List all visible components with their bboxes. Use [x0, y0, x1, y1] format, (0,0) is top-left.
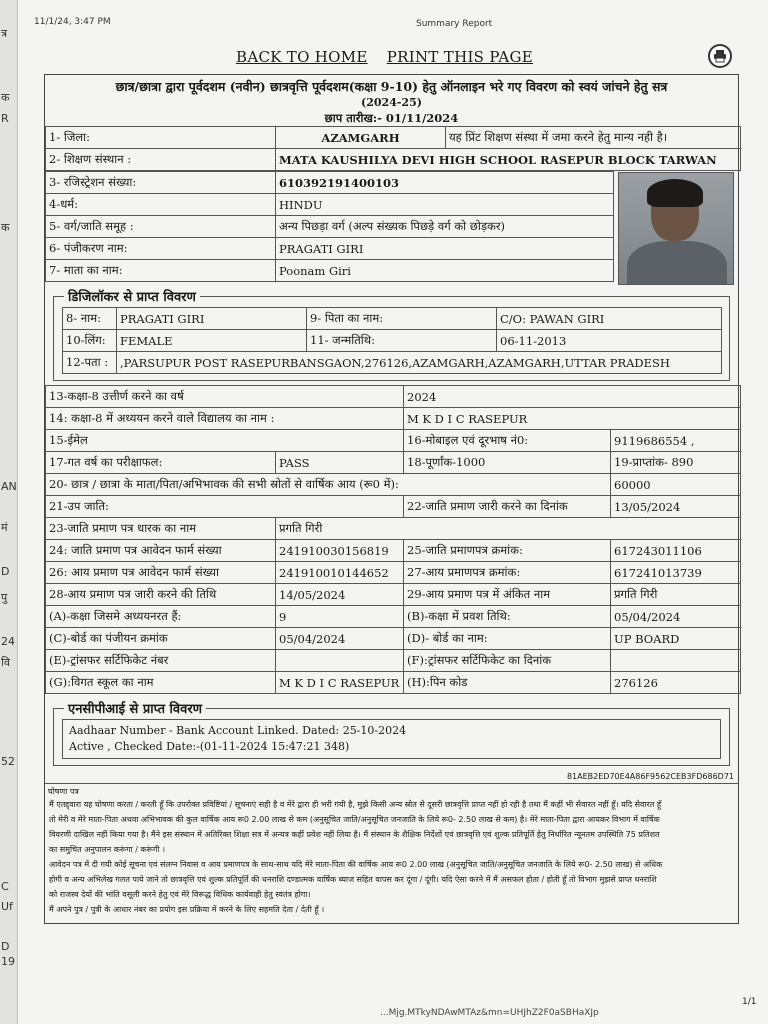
- table-row: [46, 584, 741, 606]
- father-label: 9- पिता का नाम:: [307, 308, 497, 330]
- r22-label: 22-जाति प्रमाण जारी करने का दिनांक: [404, 496, 611, 518]
- r17-label: 17-गत वर्ष का परीक्षाफल:: [46, 452, 276, 474]
- r16-value: 9119686554 ,: [611, 430, 741, 452]
- category-value: अन्य पिछड़ा वर्ग (अल्प संख्यक पिछड़े वर्ग को छोड़कर): [276, 216, 614, 238]
- declaration-line: विवरणी दाखिल नहीं किया गया है। मैंने इस संस्थान में अतिरिक्त शिक्षा सत्र में अन्यत्र कहीं प्रवेश नहीं लिया है। मैं संस्थान के शैक्षिक निर्देशों एवं छात्रवृत्ति एवं शुल्क प्रतिपूर्ति हेतु निर्धारित न्यूनतम उपस्थिति 75 प्रतिशत: [49, 830, 660, 839]
- reg-label: 3- रजिस्ट्रेशन संख्या:: [46, 172, 276, 194]
- declaration-text: [45, 797, 738, 917]
- religion-label: 4-धर्म:: [46, 194, 276, 216]
- rc-value: 05/04/2024: [276, 628, 404, 650]
- form-title: छात्र/छात्रा द्वारा पूर्वदशम (नवीन) छात्रवृत्ति पूर्वदशम(कक्षा 9-10) हेतु ऑनलाइन भरे गए विवरण को स्वयं जांचने हेतु सत्र: [115, 79, 668, 94]
- form-session: (2024-25): [361, 96, 422, 109]
- table-row: [46, 562, 741, 584]
- name-value: PRAGATI GIRI: [117, 308, 307, 330]
- npci-title: एनसीपीआई से प्राप्त विवरण: [64, 699, 206, 717]
- declaration-line: होगी व अन्य अभिलेख गलत पाये जाने तो छात्रवृत्ति एवं शुल्क प्रतिपूर्ति की धनराशि दण्डात्मक वार्षिक ब्याज सहित वापस कर दूंगा / दूंगी। यदि ऐसा करने में मैं असफल होता / होती हूँ तो विभाग मुझसे प्राप्त धनराशि: [49, 875, 657, 884]
- category-label: 5- वर्ग/जाति समूह :: [46, 216, 276, 238]
- r16-label: 16-मोबाइल एवं दूरभाष नं0:: [404, 430, 611, 452]
- institution-label: 2- शिक्षण संस्थान :: [46, 149, 276, 171]
- table-row: [46, 606, 741, 628]
- digilocker-table: [62, 307, 722, 374]
- r25-value: 617243011106: [611, 540, 741, 562]
- r26-label: 26: आय प्रमाण पत्र आवेदन फार्म संख्या: [46, 562, 276, 584]
- declaration-line: को राजस्व देयों की भांति वसूली करने हेतु एवं मेरे विरूद्ध विधिक कार्यवाही हेतु स्वतंत्र होगा।: [49, 890, 311, 899]
- declaration-line: तो मेरी व मेरे माता-पिता अथवा अभिभावक की कुल वार्षिक आय रू0 2.00 लाख से कम (अनुसूचित जाति/अनुसूचित जनजाति के लिये रू0- 2.50 लाख से कम) है। मेरे माता-पिता द्वारा आयकर विभाग में वार्षिक: [49, 815, 660, 824]
- academic-details-table: [45, 385, 741, 694]
- rb-label: (B)-कक्षा में प्रवश तिथि:: [404, 606, 611, 628]
- mother-label: 7- माता का नाम:: [46, 260, 276, 282]
- religion-value: HINDU: [276, 194, 614, 216]
- r23-label: 23-जाति प्रमाण पत्र धारक का नाम: [46, 518, 276, 540]
- father-value: C/O: PAWAN GIRI: [497, 308, 722, 330]
- r23-value: प्रगति गिरी: [276, 518, 741, 540]
- print-page-link[interactable]: PRINT THIS PAGE: [386, 48, 533, 66]
- rh-label: (H):पिन कोड: [404, 672, 611, 694]
- name-label: 8- नाम:: [63, 308, 117, 330]
- mother-value: Poonam Giri: [276, 260, 614, 282]
- r22-value: 13/05/2024: [611, 496, 741, 518]
- top-links: [236, 48, 547, 66]
- digilocker-section: [53, 290, 730, 381]
- r15-label: 15-ईमेल: [46, 430, 404, 452]
- table-row: [46, 672, 741, 694]
- regname-label: 6- पंजीकरण नाम:: [46, 238, 276, 260]
- rf-label: (F):ट्रांसफर सर्टिफिकेट का दिनांक: [404, 650, 611, 672]
- npci-line2: Active , Checked Date:-(01-11-2024 15:47:21 348): [69, 740, 350, 753]
- table-row: [46, 194, 614, 216]
- address-label: 12-पता :: [63, 352, 117, 374]
- dob-label: 11- जन्मतिथि:: [307, 330, 497, 352]
- ra-label: (A)-कक्षा जिसमे अध्ययनरत हैं:: [46, 606, 276, 628]
- declaration-heading: घोषणा पत्र: [48, 787, 79, 796]
- r21-label: 21-उप जाति:: [46, 496, 404, 518]
- printer-icon[interactable]: [708, 44, 732, 68]
- declaration-line: मैं अपने पुत्र / पुत्री के आधार नंबर का प्रयोग इस प्रक्रिया में करने के लिए सहमति देता / देती हूँ ।: [49, 905, 325, 914]
- table-row: [46, 496, 741, 518]
- table-row: [63, 308, 722, 330]
- r28-label: 28-आय प्रमाण पत्र जारी करने की तिथि: [46, 584, 276, 606]
- declaration-line: का समुचित अनुपालन करूंगा / करूंगी ।: [49, 845, 166, 854]
- rd-value: UP BOARD: [611, 628, 741, 650]
- r25-label: 25-जाति प्रमाणपत्र क्रमांक:: [404, 540, 611, 562]
- r19-label: 19-प्राप्तांक- 890: [611, 452, 741, 474]
- table-row: [46, 650, 741, 672]
- table-row: [63, 352, 722, 374]
- table-row: [46, 540, 741, 562]
- back-to-home-link[interactable]: BACK TO HOME: [236, 48, 368, 66]
- r24-value: 241910030156819: [276, 540, 404, 562]
- table-row: [46, 518, 741, 540]
- declaration-line: मैं एतद्द्वारा यह घोषणा करता / करती हूँ कि उपरोक्त प्रविष्टियां / सूचनाएं सही है व मेरे द्वारा ही भरी गयी है, मुझे किसी अन्य स्रोत से दूसरी छात्रवृत्ति प्राप्त नहीं हो रही है तथा मैं कहीं भी सेवारत नहीं हूँ। यदि सेवारत हूँ: [49, 800, 662, 809]
- dob-value: 06-11-2013: [497, 330, 722, 352]
- footer-url: ...Mjg.MTkyNDAwMTAz&mn=UHJhZ2F0aSBHaXJp: [380, 1008, 599, 1018]
- ra-value: 9: [276, 606, 404, 628]
- application-form: [44, 74, 739, 924]
- r28-value: 14/05/2024: [276, 584, 404, 606]
- gender-value: FEMALE: [117, 330, 307, 352]
- regname-value: PRAGATI GIRI: [276, 238, 614, 260]
- r18-label: 18-पूर्णांक-1000: [404, 452, 611, 474]
- browser-print-title: Summary Report: [416, 19, 493, 29]
- district-label: 1- जिला:: [46, 127, 276, 149]
- table-row: [46, 260, 614, 282]
- npci-section: [53, 702, 730, 766]
- declaration-line: आवेदन पत्र में दी गयी कोई सूचना एवं संलग्न निवास व आय प्रमाणपत्र के साथ-साथ यदि मेरे माता-पिता की वार्षिक आय रू0 2.00 लाख (अनुसूचित जाति/अनुसूचित जनजाति के लिये रू0- 2.50 लाख) से अधिक: [49, 860, 663, 869]
- r29-label: 29-आय प्रमाण पत्र में अंकित नाम: [404, 584, 611, 606]
- table-row: [46, 474, 741, 496]
- table-row: [46, 238, 614, 260]
- r20-value: 60000: [611, 474, 741, 496]
- r29-value: प्रगति गिरी: [611, 584, 741, 606]
- table-row: [46, 386, 741, 408]
- table-row: [63, 330, 722, 352]
- r13-label: 13-कक्षा-8 उत्तीर्ण करने का वर्ष: [46, 386, 404, 408]
- table-row: [46, 452, 741, 474]
- rg-label: (G):विगत स्कूल का नाम: [46, 672, 276, 694]
- r26-value: 241910010144652: [276, 562, 404, 584]
- table-row: [46, 216, 614, 238]
- rc-label: (C)-बोर्ड का पंजीयन क्रमांक: [46, 628, 276, 650]
- basic-details-table: [45, 126, 741, 171]
- table-row: [46, 149, 741, 171]
- gender-label: 10-लिंग:: [63, 330, 117, 352]
- rb-value: 05/04/2024: [611, 606, 741, 628]
- r24-label: 24: जाति प्रमाण पत्र आवेदन फार्म संख्या: [46, 540, 276, 562]
- table-row: [46, 408, 741, 430]
- rh-value: 276126: [611, 672, 741, 694]
- digilocker-title: डिजिलॉकर से प्राप्त विवरण: [64, 287, 200, 305]
- rg-value: M K D I C RASEPUR: [276, 672, 404, 694]
- re-value: [276, 650, 404, 672]
- r20-label: 20- छात्र / छात्रा के माता/पिता/अभिभावक की सभी स्रोतों से वार्षिक आय (रू0 में):: [46, 474, 611, 496]
- r27-value: 617241013739: [611, 562, 741, 584]
- print-timestamp: 11/1/24, 3:47 PM: [34, 17, 111, 27]
- rd-label: (D)- बोर्ड का नाम:: [404, 628, 611, 650]
- reg-value: 610392191400103: [276, 172, 614, 194]
- table-row: [46, 172, 614, 194]
- r17-value: PASS: [276, 452, 404, 474]
- table-row: [46, 628, 741, 650]
- table-row: [46, 430, 741, 452]
- document-hash: 81AEB2ED70E4A86F9562CEB3FD686D71: [566, 772, 734, 781]
- table-row: [46, 127, 741, 149]
- page-number: 1/1: [742, 997, 757, 1007]
- r27-label: 27-आय प्रमाणपत्र क्रमांक:: [404, 562, 611, 584]
- re-label: (E)-ट्रांसफर सर्टिफिकेट नंबर: [46, 650, 276, 672]
- rf-value: [611, 650, 741, 672]
- student-photo: [618, 172, 734, 285]
- left-edge-strip: त्र क R क AN मं D पु 24 वि 52 C Uf D 19: [0, 0, 18, 1024]
- district-note: यह प्रिंट शिक्षण संस्था में जमा करने हेतु मान्य नही है।: [446, 127, 741, 149]
- print-date: छाप तारीख:- 01/11/2024: [324, 111, 459, 125]
- district-value: AZAMGARH: [276, 127, 446, 149]
- r14-label: 14: कक्षा-8 में अध्ययन करने वाले विद्यालय का नाम :: [46, 408, 404, 430]
- r14-value: M K D I C RASEPUR: [404, 408, 741, 430]
- address-value: ,PARSUPUR POST RASEPURBANSGAON,276126,AZAMGARH,AZAMGARH,UTTAR PRADESH: [117, 352, 722, 374]
- r13-value: 2024: [404, 386, 741, 408]
- personal-details-table: [45, 171, 614, 282]
- npci-line1: Aadhaar Number - Bank Account Linked. Dated: 25-10-2024: [69, 724, 407, 737]
- institution-value: MATA KAUSHILYA DEVI HIGH SCHOOL RASEPUR BLOCK TARWAN: [276, 149, 741, 171]
